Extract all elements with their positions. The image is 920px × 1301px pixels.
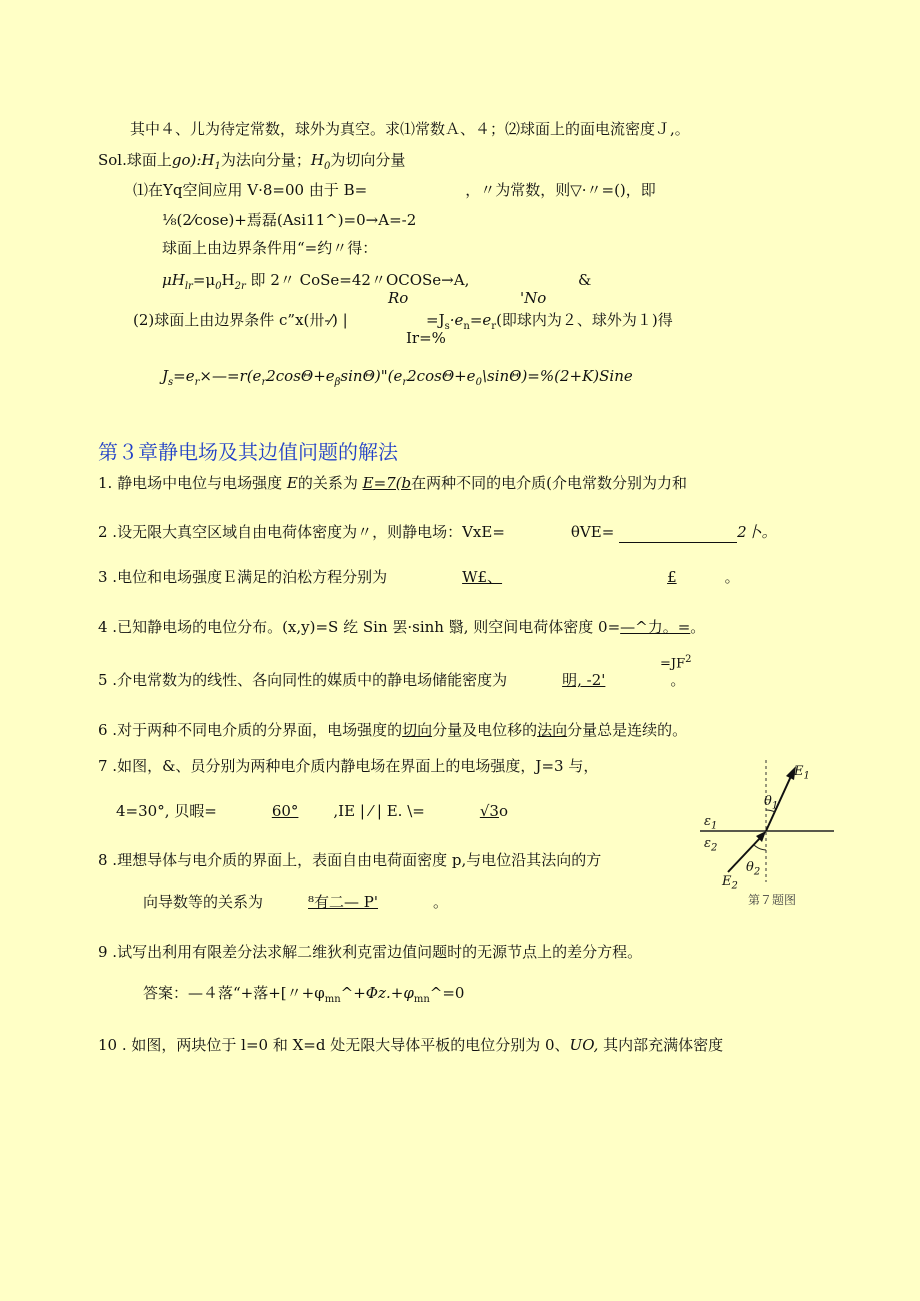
- figure-diagram: [700, 760, 840, 910]
- question-7-answer: 4=30°, 贝暇= 60° ,IE | ⁄ | E. \= √3o: [116, 802, 508, 820]
- question-9-answer: 答案：—４落“+落+[〃$+\varphi_{mn}\^{}+\Phi z.+\varphi_{mn}\^{}=0$: [143, 984, 465, 1005]
- question-6: 6 .对于两种不同电介质的分界面，电场强度的切向分量及电位移的法向分量总是连续的。: [98, 721, 688, 739]
- question-4: 4 .已知静电场的电位分布。(x,y)=S 纥 Sin 罢·sinh 翳, 则空间电荷体密度 0=—^力。=。: [98, 618, 706, 636]
- question-9: 9 .试写出利用有限差分法求解二维狄利克雷边值问题时的无源节点上的差分方程。: [98, 943, 643, 961]
- text-line: 其中４、儿为待定常数，球外为真空。求⑴常数Ａ、４；⑵球面上的面电流密度Ｊ,。: [130, 120, 690, 138]
- text-line: Sol.球面上$go):H_1$为法向分量；$H_0$为切向分量: [98, 151, 406, 172]
- formula-line: $=J_s\cdot e_n=e_r$(即球内为２、球外为１)得: [426, 311, 673, 332]
- figure-7: [700, 760, 840, 914]
- e2-label: $E_2$: [722, 874, 738, 892]
- question-8: 8 .理想导体与电介质的界面上，表面自由电荷面密度 p,与电位沿其法向的方: [98, 851, 602, 869]
- text-line: 球面上由边界条件用“=约〃得：: [162, 239, 378, 257]
- text-fragment: $=JF^2$: [660, 654, 692, 672]
- question-7: 7 .如图，&、员分别为两种电介质内静电场在界面上的电场强度，J=3 与，: [98, 757, 599, 775]
- text-fragment: &: [578, 271, 592, 289]
- question-5: 5 .介电常数为的线性、各向同性的媒质中的静电场储能密度为 明, -2' 。: [98, 671, 686, 689]
- formula-line: (2)球面上由边界条件 c”x(卅-⁄) |: [133, 311, 348, 329]
- formula-line: $J_s=e_r\times—=r(e_r2\cos\Theta+e_\beta\sin\Theta)"(e_r2\cos\Theta+e_0\backslash\sin\Theta)=\%(2+K)Sine$: [162, 367, 633, 388]
- text-line: ⅛(2⁄cose)+焉磊(Asi11^)=0→A=-2: [162, 211, 417, 229]
- text-fragment: Ir=%: [406, 329, 446, 347]
- chapter-heading: 第３章静电场及其边值问题的解法: [98, 440, 398, 464]
- e1-label: $E_1$: [794, 764, 810, 782]
- question-2: 2 .设无限大真空区域自由电荷体密度为〃，则静电场：VxE= θVE= 2卜。: [98, 523, 777, 541]
- eps1-label: $\varepsilon_1$: [704, 814, 718, 832]
- text-fragment: 'No: [520, 289, 547, 307]
- question-1: 1. 静电场中电位与电场强度 E的关系为 E=7(b在两种不同的电介质(介电常数分别为力和: [98, 474, 687, 492]
- figure-caption: 第７题图: [748, 893, 797, 907]
- question-10: 10 . 如图，两块位于 l=0 和 X=d 处无限大导体平板的电位分别为 0、UO, 其内部充满体密度: [98, 1036, 724, 1054]
- question-8-answer: 向导数等的关系为 ⁸有二— P' 。: [143, 893, 449, 911]
- theta2-arc: [754, 845, 766, 850]
- formula-line: $\mu H_{lr}=\mu_0H_{2r}$ 即 2〃 CoSe=42〃OCOSe→A,: [162, 271, 470, 292]
- text-fragment: Ro: [388, 289, 409, 307]
- text-line: ⑴在Yq空间应用 V·8=00 由于 B= ，〃为常数，则▽·〃=()，即: [133, 181, 656, 199]
- question-3: 3 .电位和电场强度Ｅ满足的泊松方程分别为 W£、 £ 。: [98, 568, 740, 586]
- theta1-label: $\theta_1$: [764, 794, 779, 812]
- theta2-label: $\theta_2$: [746, 860, 761, 878]
- eps2-label: $\varepsilon_2$: [704, 836, 718, 854]
